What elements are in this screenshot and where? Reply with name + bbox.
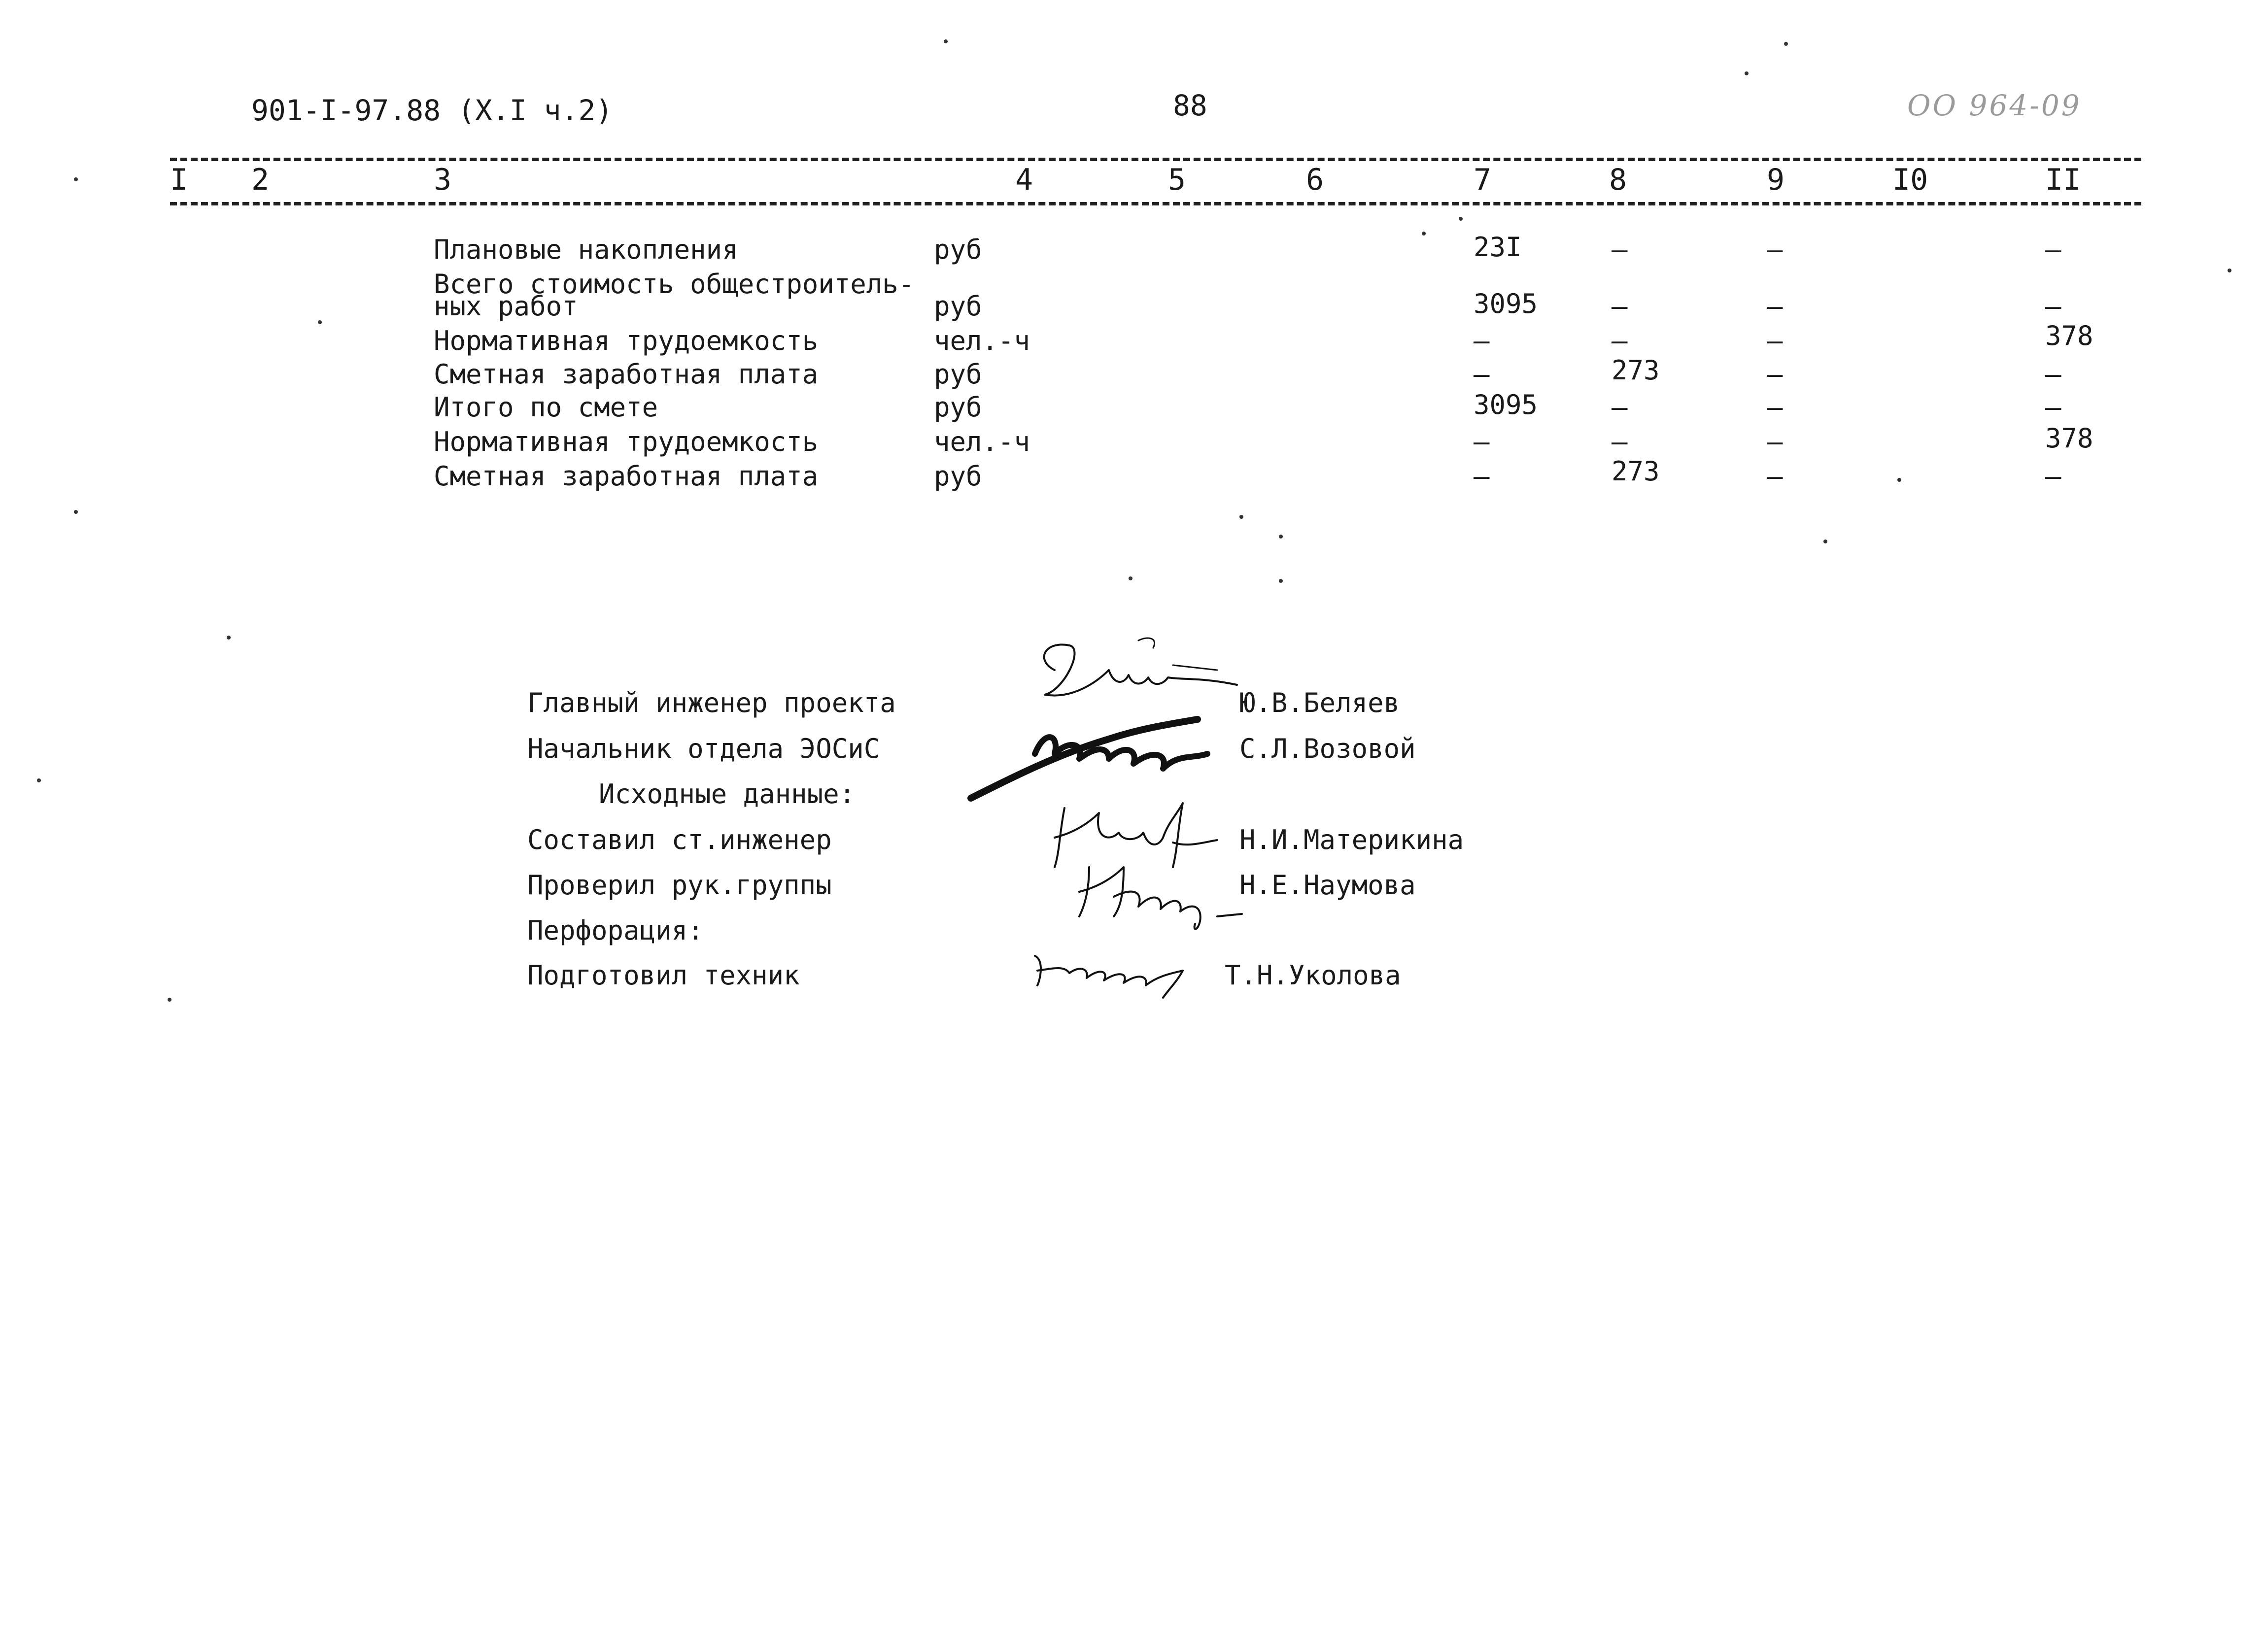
signatory-role: Проверил рук.группы xyxy=(527,870,832,901)
column-header: 7 xyxy=(1474,163,1492,197)
scan-speck xyxy=(74,510,78,514)
scan-speck xyxy=(1897,478,1901,482)
scan-speck xyxy=(227,636,231,640)
cell-col9: – xyxy=(1767,359,1783,390)
cell-col9: – xyxy=(1767,291,1783,322)
row-unit: руб xyxy=(934,291,982,322)
cell-col7: 3095 xyxy=(1474,389,1538,420)
document-code: 901-I-97.88 (X.I ч.2) xyxy=(251,94,613,127)
scan-speck xyxy=(1459,217,1463,221)
cell-col11: 378 xyxy=(2045,423,2093,454)
row-unit: руб xyxy=(934,359,982,390)
column-header: 9 xyxy=(1767,163,1785,197)
signatory-name: Т.Н.Уколова xyxy=(1225,960,1401,991)
row-label-line2: ных работ xyxy=(434,291,578,322)
cell-col11: – xyxy=(2045,392,2061,423)
page-number: 88 xyxy=(1173,89,1207,122)
scan-speck xyxy=(1279,579,1283,583)
column-header: 3 xyxy=(434,163,452,197)
scan-speck xyxy=(1129,576,1132,580)
row-label: Сметная заработная плата xyxy=(434,461,819,492)
column-header: 8 xyxy=(1609,163,1627,197)
column-header: 4 xyxy=(1015,163,1033,197)
cell-col8: – xyxy=(1612,392,1628,423)
section-label: Перфорация: xyxy=(527,915,704,946)
cell-col9: – xyxy=(1767,392,1783,423)
row-label: Итого по смете xyxy=(434,392,658,423)
column-header: 2 xyxy=(251,163,270,197)
column-header: II xyxy=(2045,163,2081,197)
row-unit: руб xyxy=(934,461,982,492)
scan-speck xyxy=(2228,269,2231,272)
column-header: I0 xyxy=(1892,163,1928,197)
cell-col9: – xyxy=(1767,234,1783,265)
scan-speck xyxy=(37,778,41,782)
cell-col7: 3095 xyxy=(1474,288,1538,319)
cell-col11: – xyxy=(2045,359,2061,390)
cell-col7: – xyxy=(1474,359,1490,390)
signature-naumova xyxy=(1074,857,1252,933)
row-label: Нормативная трудоемкость xyxy=(434,325,819,356)
cell-col8: – xyxy=(1612,325,1628,356)
scan-speck xyxy=(1745,71,1749,75)
row-label: Плановые накопления xyxy=(434,234,738,265)
signatory-name: Н.Е.Наумова xyxy=(1239,870,1416,901)
cell-col11: 378 xyxy=(2045,320,2093,351)
row-unit: руб xyxy=(934,392,982,423)
scan-speck xyxy=(318,320,322,324)
row-unit: чел.-ч xyxy=(934,325,1030,356)
cell-col8: – xyxy=(1612,234,1628,265)
cell-col7: – xyxy=(1474,426,1490,457)
signatory-role: Главный инженер проекта xyxy=(527,687,896,718)
table-top-rule xyxy=(170,158,2141,161)
cell-col8: 273 xyxy=(1612,456,1660,487)
cell-col7: 23I xyxy=(1474,232,1522,263)
scan-speck xyxy=(1279,535,1283,539)
signatory-role: Подготовил техник xyxy=(527,960,800,991)
cell-col9: – xyxy=(1767,325,1783,356)
signatory-role: Начальник отдела ЭОСиС xyxy=(527,733,880,764)
signatory-role: Составил ст.инженер xyxy=(527,824,832,855)
cell-col8: 273 xyxy=(1612,355,1660,386)
signatory-name: Н.И.Материкина xyxy=(1239,824,1464,855)
column-header: 6 xyxy=(1306,163,1324,197)
scan-speck xyxy=(1422,232,1426,236)
cell-col9: – xyxy=(1767,426,1783,457)
row-unit: чел.-ч xyxy=(934,426,1030,457)
cell-col8: – xyxy=(1612,426,1628,457)
section-label: Исходные данные: xyxy=(599,778,856,809)
scan-speck xyxy=(1823,539,1827,543)
archive-stamp: ОО 964-09 xyxy=(1907,89,2082,122)
row-label-line1: Всего стоимость общестроитель- xyxy=(434,269,915,300)
signatory-name: Ю.В.Беляев xyxy=(1239,687,1400,718)
scan-speck xyxy=(168,998,172,1002)
table-header-bottom-rule xyxy=(170,202,2141,205)
row-label: Нормативная трудоемкость xyxy=(434,426,819,457)
scan-speck xyxy=(1239,515,1243,519)
signatory-name: С.Л.Возовой xyxy=(1239,733,1416,764)
cell-col9: – xyxy=(1767,461,1783,492)
column-header: I xyxy=(170,163,188,197)
scan-speck xyxy=(944,39,948,43)
row-unit: руб xyxy=(934,234,982,265)
signature-ukolova xyxy=(1030,946,1188,1002)
cell-col8: – xyxy=(1612,291,1628,322)
column-header: 5 xyxy=(1168,163,1186,197)
cell-col11: – xyxy=(2045,461,2061,492)
cell-col7: – xyxy=(1474,325,1490,356)
scan-speck xyxy=(74,177,78,181)
cell-col11: – xyxy=(2045,234,2061,265)
scan-speck xyxy=(1784,42,1788,46)
cell-col7: – xyxy=(1474,461,1490,492)
row-label: Сметная заработная плата xyxy=(434,359,819,390)
cell-col11: – xyxy=(2045,291,2061,322)
